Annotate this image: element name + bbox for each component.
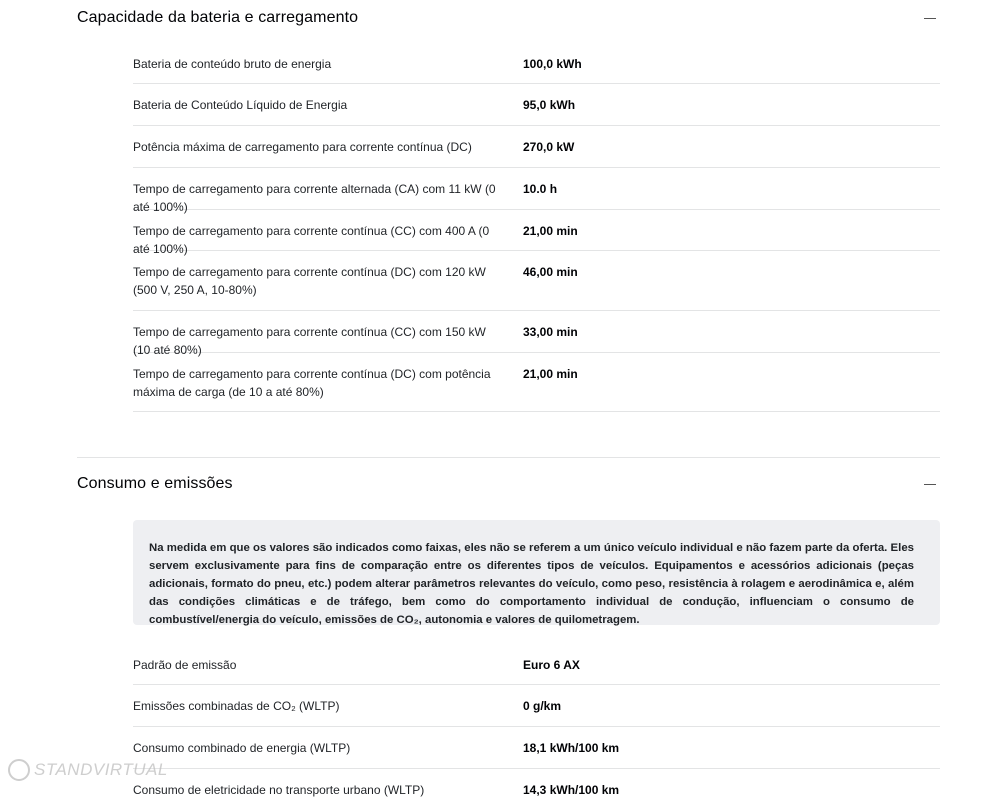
spec-label: Consumo de eletricidade no transporte urbano (WLTP) (133, 783, 425, 797)
table-row (133, 311, 940, 357)
table-row (133, 168, 940, 214)
spec-value: 270,0 kW (523, 140, 575, 154)
spec-value: 18,1 kWh/100 km (523, 741, 620, 755)
spec-value: 100,0 kWh (523, 57, 582, 71)
spec-value: 33,00 min (523, 325, 578, 339)
spec-label: Tempo de carregamento para corrente alternada (CA) com 11 kW (0 até 100%) (133, 182, 496, 214)
table-row (133, 353, 940, 412)
spec-label: Tempo de carregamento para corrente contínua (DC) com potência máxima de carga (de 10 a até 80%) (133, 367, 491, 399)
spec-label: Bateria de conteúdo bruto de energia (133, 57, 332, 71)
spec-value: 95,0 kWh (523, 98, 576, 112)
spec-value: 21,00 min (523, 224, 578, 238)
spec-label: Padrão de emissão (133, 658, 237, 672)
section-header-battery[interactable] (77, 0, 940, 36)
spec-label: Consumo combinado de energia (WLTP) (133, 741, 351, 755)
consumption-notice (133, 520, 940, 625)
watermark-text: STANDVIRTUAL (34, 760, 168, 779)
table-row (133, 251, 940, 311)
spec-label: Tempo de carregamento para corrente contínua (CC) com 400 A (0 até 100%) (133, 224, 490, 256)
spec-label: Bateria de Conteúdo Líquido de Energia (133, 98, 348, 112)
spec-value: 0 g/km (523, 699, 562, 713)
table-row (133, 727, 940, 769)
watermark-icon (8, 759, 30, 781)
table-row (133, 126, 940, 168)
table-row (133, 644, 940, 685)
battery-spec-list (133, 43, 940, 412)
spec-value: 10.0 h (523, 182, 558, 196)
table-row (133, 769, 940, 811)
spec-value: 14,3 kWh/100 km (523, 783, 620, 797)
spec-value: 46,00 min (523, 265, 578, 279)
spec-value: 21,00 min (523, 367, 578, 381)
spec-label: Tempo de carregamento para corrente contínua (CC) com 150 kW (10 até 80%) (133, 325, 486, 357)
collapse-icon[interactable] (924, 12, 936, 24)
section-title: Capacidade da bateria e carregamento (77, 9, 359, 26)
spec-value: Euro 6 AX (523, 658, 580, 672)
collapse-icon[interactable] (924, 478, 936, 490)
table-row (133, 43, 940, 84)
section-header-consumption[interactable] (77, 466, 940, 502)
spec-label: Tempo de carregamento para corrente contínua (DC) com 120 kW (500 V, 250 A, 10-80%) (133, 265, 486, 297)
table-row (133, 84, 940, 126)
watermark-logo (8, 750, 170, 790)
table-row (133, 210, 940, 256)
spec-label: Potência máxima de carregamento para corrente contínua (DC) (133, 140, 472, 154)
spec-label: Emissões combinadas de CO₂ (WLTP) (133, 699, 340, 713)
consumption-spec-list (133, 644, 940, 811)
section-title: Consumo e emissões (77, 475, 233, 492)
notice-text: Na medida em que os valores são indicados como faixas, eles não se referem a um único veículo individual e não fazem parte da oferta. Eles servem exclusivamente para fins de comparação entre os diferentes tipos de veículos. Equipamentos e acessórios adicionais (peças adicionais, formato do pneu, etc.) podem alterar parâmetros relevantes do veículo, como peso, resistência à rolagem e aerodinâmica e, além das condições climáticas e de tráfego, bem como do comportamento individual de condução, influenciam o consumo de combustível/energia do veículo, emissões de CO₂, autonomia e valores de quilometragem. (149, 542, 914, 626)
table-row (133, 685, 940, 727)
section-divider (77, 457, 940, 458)
